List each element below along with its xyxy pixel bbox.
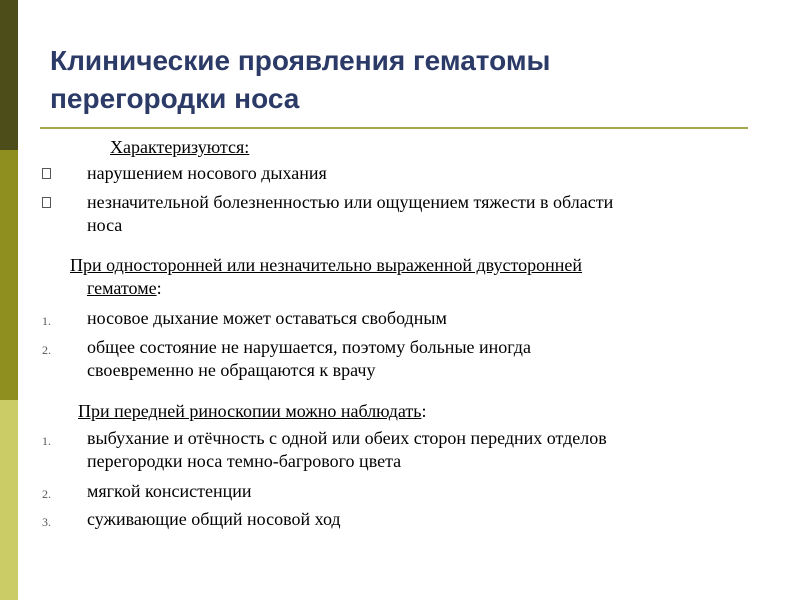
list-item (42, 307, 762, 330)
list-item-text: нарушением носового дыхания (87, 163, 327, 183)
side-bar-top (0, 0, 18, 150)
section3-heading-text: При передней риноскопии можно наблюдать (78, 401, 422, 421)
side-bar-middle (0, 150, 18, 400)
section2-heading-line1: При односторонней или незначительно выраженной двусторонней (70, 255, 583, 275)
section1-heading: Характеризуются: (110, 137, 250, 157)
list-item-text: носовое дыхание может оставаться свободным (87, 308, 447, 328)
list-item-text-line1: выбухание и отёчность с одной или обеих сторон передних отделов (87, 428, 607, 448)
slide-title-line1: Клинические проявления гематомы (50, 45, 551, 76)
list-item-number: 1. (42, 434, 51, 448)
section2-heading-colon: : (156, 278, 162, 298)
list-item (42, 480, 762, 503)
list-item-text-line1: общее состояние не нарушается, поэтому больные иногда (87, 337, 531, 357)
list-item-text-line2: перегородки носа темно-багрового цвета (87, 451, 402, 471)
list-item-text-line2: своевременно не обращаются к врачу (87, 360, 376, 380)
list-item (42, 508, 762, 531)
section2-heading-line2: гематоме (87, 278, 157, 298)
title-divider (40, 127, 748, 129)
section3-heading-colon: : (421, 401, 427, 421)
list-item-text-line1: незначительной болезненностью или ощущением тяжести в области (87, 192, 614, 212)
list-item (42, 191, 762, 237)
list-item (42, 427, 762, 473)
list-item-text-line2: носа (87, 215, 123, 235)
list-item-number: 3. (42, 515, 51, 529)
section2-heading (70, 254, 582, 300)
square-bullet-icon (42, 197, 51, 208)
slide-title-line2: перегородки носа (50, 83, 300, 114)
list-item-text: мягкой консистенции (87, 481, 252, 501)
list-item (42, 162, 762, 185)
slide-title (50, 42, 750, 118)
list-item (42, 336, 762, 382)
list-item-text: суживающие общий носовой ход (87, 509, 341, 529)
section3-heading (78, 400, 426, 423)
list-item-number: 1. (42, 314, 51, 328)
side-bar-bottom (0, 400, 18, 600)
list-item-number: 2. (42, 487, 51, 501)
list-item-number: 2. (42, 343, 51, 357)
square-bullet-icon (42, 168, 51, 179)
